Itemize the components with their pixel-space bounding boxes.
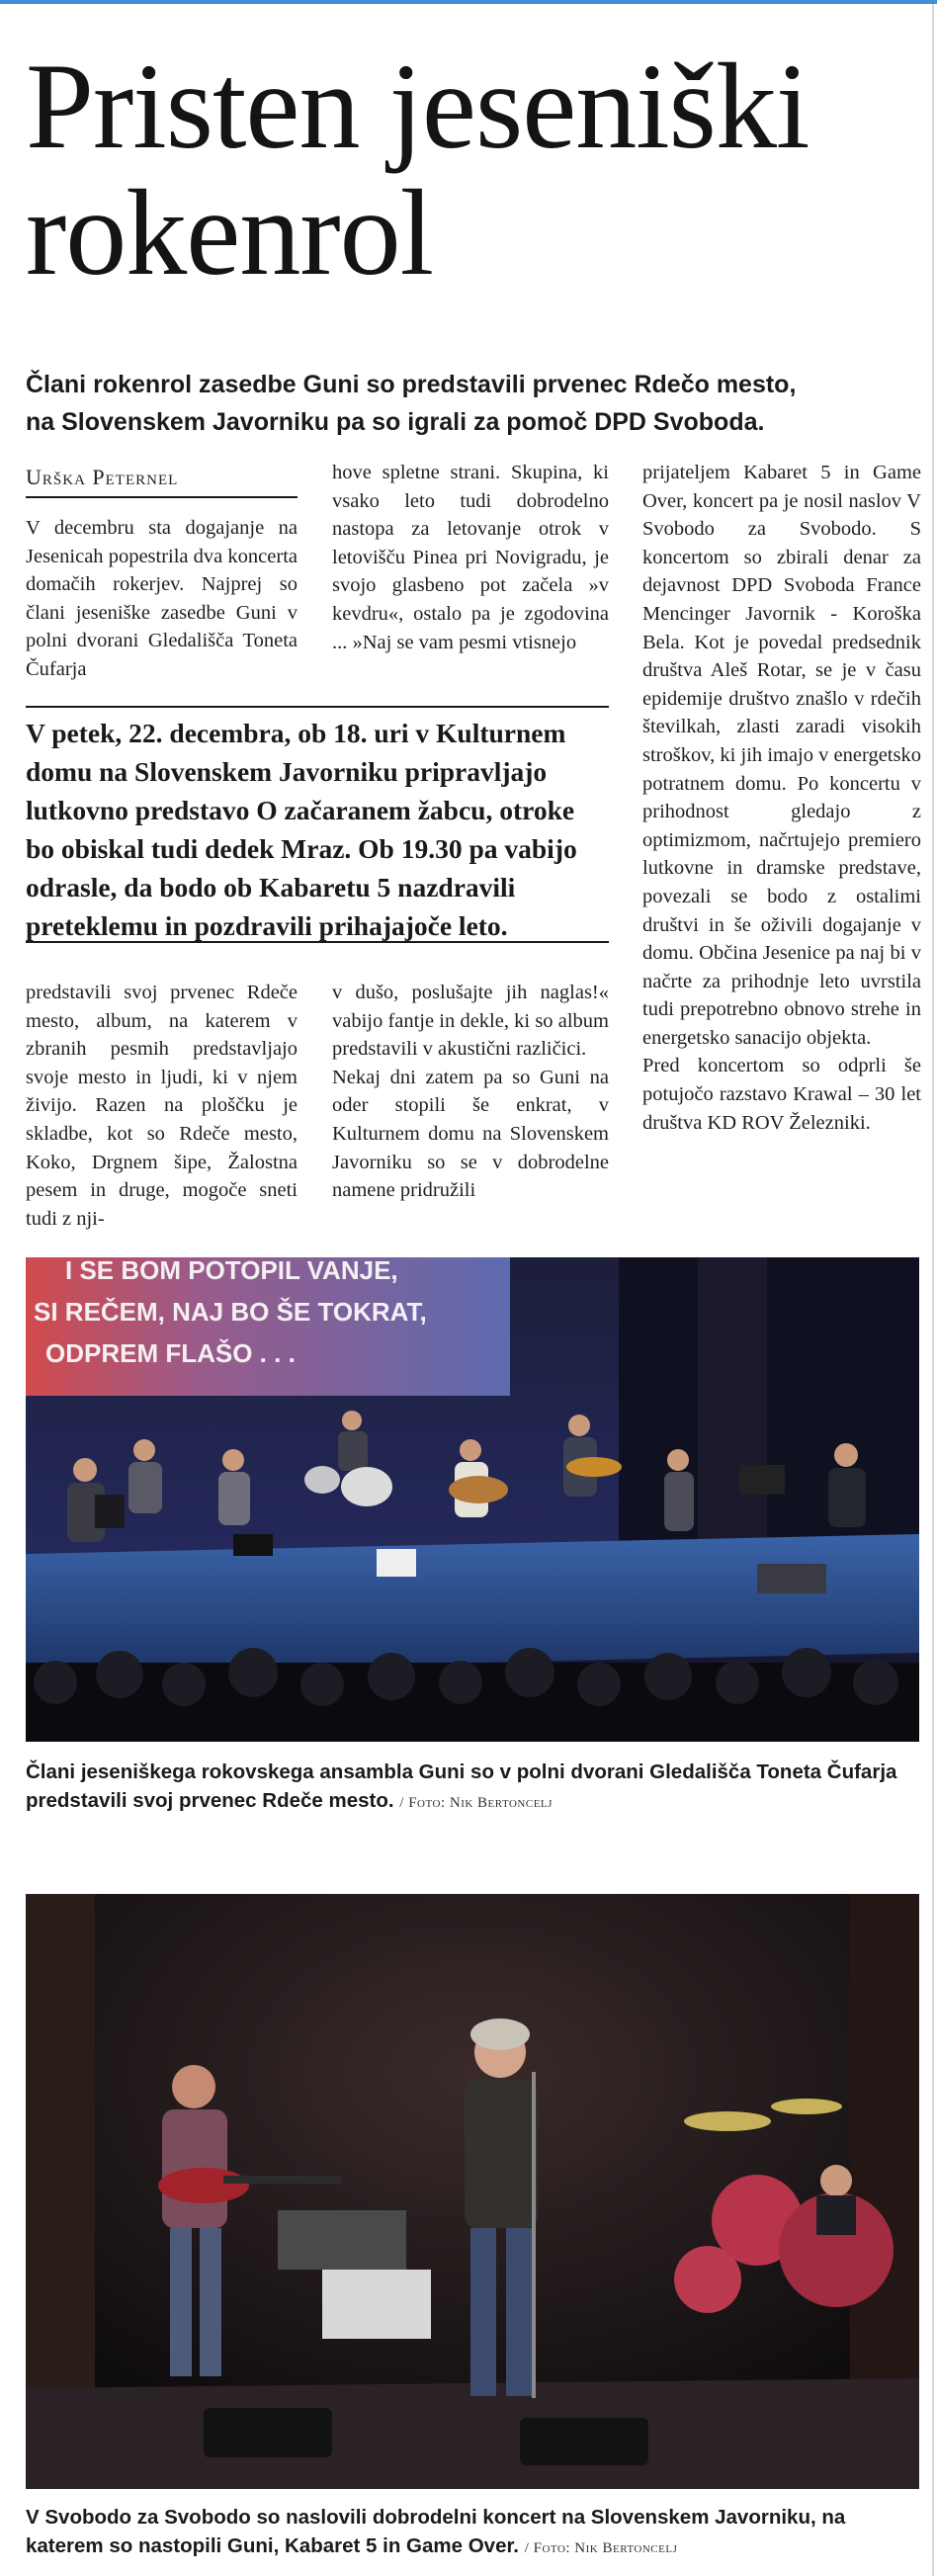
pullquote: V petek, 22. decembra, ob 18. uri v Kulturnem domu na Slovenskem Javorniku pripravljajo lutkovno predstavo O začaranem žabcu, otroke bo obiskal tudi dedek Mraz. Ob 19.30 pa vabijo odrasle, da bodo ob Kabaretu 5 nazdravili preteklemu in pozdravili prihajajoče leto. <box>26 718 577 941</box>
lead-paragraph <box>26 366 915 441</box>
concert-photo-1-image <box>26 1257 919 1742</box>
headline <box>26 39 925 301</box>
lead-line-1: Člani rokenrol zasedbe Guni so predstavili prvenec Rdečo mesto, <box>26 371 797 398</box>
column-2-bottom <box>332 979 609 1205</box>
column-3-paragraph-2: Pred koncertom so odprli še potujočo razstavo Krawal – 30 let društva KD ROV Železniki. <box>642 1055 921 1134</box>
photo-2-caption <box>26 2503 925 2563</box>
column-1-bottom-text: predstavili svoj prvenec Rdeče mesto, album, na katerem v zbranih pesmih predstavljajo svoje mesto in ljudi, ki v njem živijo. Razen na ploščku je skladbe, kot so Rdeče mesto, Koko, Drgnem šipe, Žalostna pesem in druge, mogoče sneti tudi z nji- <box>26 982 298 1230</box>
column-2-bottom-paragraph-2: Nekaj dni zatem pa so Guni na oder stopili še enkrat, v Kulturnem domu na Slovenskem Javorniku so se v dobrodelne namene pridružili <box>332 1066 609 1202</box>
column-2-top <box>332 459 609 656</box>
column-1-top-text: V decembru sta dogajanje na Jesenicah popestrila dva koncerta domačih rokerjev. Najprej so člani jeseniške zasedbe Guni v polni dvorani Gledališča Toneta Čufarja <box>26 517 298 680</box>
column-3-paragraph-1: prijateljem Kabaret 5 in Game Over, koncert pa je nosil naslov V Svobodo za Svobodo. S koncertom so zbirali denar za dejavnost DPD Svoboda France Mencinger Javornik - Koroška Bela. Kot je povedal predsednik društva Aleš Rotar, se je v času epidemije društvo znašlo v rdečih številkah, zlasti zaradi visokih stroškov, ki jih imajo v energetsko potratnem domu. Po koncertu v prihodnost gledajo z optimizmom, načrtujejo premiero lutkovne in dramske predstave, povezali se bodo z ostalimi društvi in še oživili dogajanje v domu. Občina Jesenice pa naj bi v načrte za prihodnje leto uvrstila tudi prepotrebno obnovo strehe in energetsko sanacijo objekta. <box>642 462 921 1049</box>
amplifier <box>322 2270 431 2339</box>
column-3 <box>642 459 921 1137</box>
concert-photo-2 <box>26 1894 919 2489</box>
lead-line-2: na Slovenskem Javorniku pa so igrali za pomoč DPD Svoboda. <box>26 408 765 436</box>
photo-1-caption-text: Člani jeseniškega rokovskega ansambla Guni so v polni dvorani Gledališča Toneta Čufarja predstavili svoj prvenec Rdeče mesto. <box>26 1760 897 1812</box>
concert-photo-2-image <box>26 1894 919 2489</box>
column-2-bottom-paragraph-1: v dušo, poslušajte jih naglas!« vabijo fantje in dekle, ki so album predstavili v akustični različici. <box>332 982 609 1061</box>
photo-1-caption <box>26 1758 925 1818</box>
column-1-bottom <box>26 979 298 1233</box>
photo-1-credit: / Foto: Nik Bertoncelj <box>399 1795 553 1811</box>
concert-photo-1 <box>26 1257 919 1742</box>
byline: Urška Peternel <box>26 465 298 498</box>
photo-2-caption-text: V Svobodo za Svobodo so naslovili dobrodelni koncert na Slovenskem Javorniku, na katerem so nastopili Guni, Kabaret 5 in Game Over. <box>26 2506 846 2557</box>
screen-text-line-3: ODPREM FLAŠO . . . <box>45 1338 296 1368</box>
headline-line-2: rokenrol <box>26 165 434 301</box>
headline-line-1: Pristen jeseniški <box>26 39 809 174</box>
screen-text-line-1: I SE BOM POTOPIL VANJE, <box>65 1257 398 1285</box>
stage-floor <box>26 1534 919 1673</box>
column-2-top-text: hove spletne strani. Skupina, ki vsako leto tudi dobrodelno nastopa za letovanje otrok v letovišču Pinea pri Novigradu, je svojo glasbeno pot začela »v kevdru«, ostalo pa je zgodovina ... »Naj se vam pesmi vtisnejo <box>332 462 609 653</box>
screen-text-line-2: SI REČEM, NAJ BO ŠE TOKRAT, <box>34 1297 427 1327</box>
column-1-top <box>26 514 298 684</box>
top-accent-rule <box>0 0 937 4</box>
page-edge-rule <box>932 4 934 2576</box>
photo-2-credit: / Foto: Nik Bertoncelj <box>524 2540 678 2556</box>
